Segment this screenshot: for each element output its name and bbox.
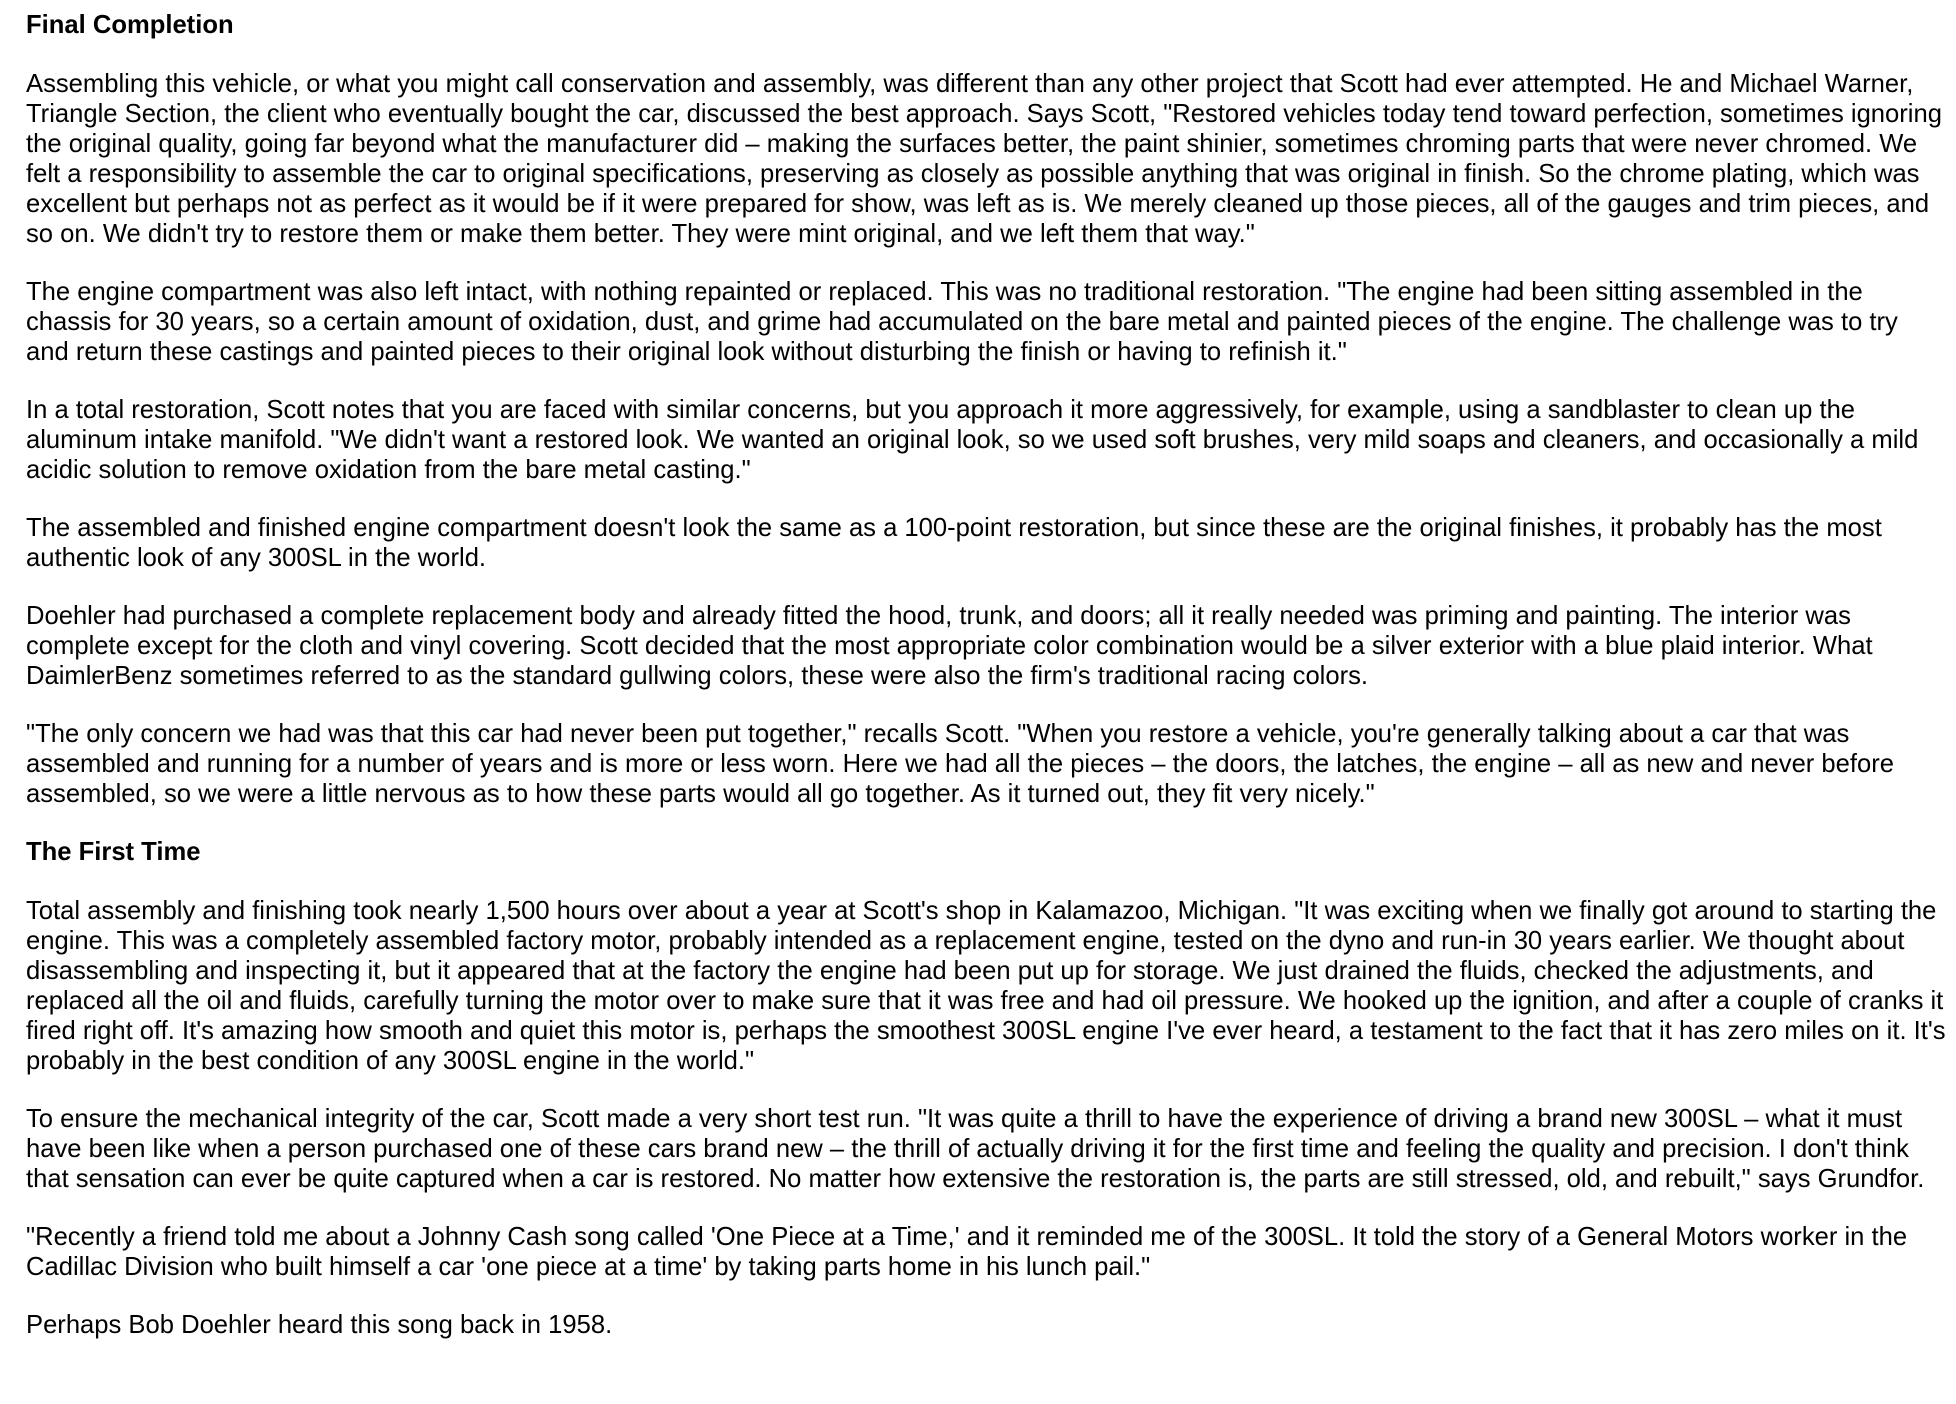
paragraph: "The only concern we had was that this car had never been put together," recalls Scott. "When you restore a vehicle, you're generally talking about a car that was assembled and running for a number of years and is more or less worn. Here we had all the pieces – the doors, the latches, the engine – all as new and never before assembled, so we were a little nervous as to how these parts would all go together. As it turned out, they fit very nicely."	[26, 720, 1895, 808]
paragraph: "Recently a friend told me about a Johnny Cash song called 'One Piece at a Time,' and it reminded me of the 300SL. It told the story of a General Motors worker in the Cadillac Division who built himself a car 'one piece at a time' by taking parts home in his lunch pail."	[26, 1223, 1908, 1281]
section-heading-the-first-time: The First Time	[26, 838, 201, 866]
paragraph: Total assembly and finishing took nearly 1,500 hours over about a year at Scott's shop in Kalamazoo, Michigan. "It was exciting when we finally got around to starting the engine. This was a completely assembled factory motor, probably intended as a replacement engine, tested on the dyno and run-in 30 years earlier. We thought about disassembling and inspecting it, but it appeared that at the factory the engine had been put up for storage. We just drained the fluids, checked the adjustments, and replaced all the oil and fluids, carefully turning the motor over to make sure that it was free and had oil pressure. We hooked up the ignition, and after a couple of cranks it fired right off. It's amazing how smooth and quiet this motor is, perhaps the smoothest 300SL engine I've ever heard, a testament to the fact that it has zero miles on it. It's probably in the best condition of any 300SL engine in the world."	[26, 897, 1946, 1075]
paragraph: In a total restoration, Scott notes that you are faced with similar concerns, but you approach it more aggressively, for example, using a sandblaster to clean up the aluminum intake manifold. "We didn't want a restored look. We wanted an original look, so we used soft brushes, very mild soaps and cleaners, and occasionally a mild acidic solution to remove oxidation from the bare metal casting."	[26, 396, 1919, 484]
paragraph: Assembling this vehicle, or what you might call conservation and assembly, was different than any other project that Scott had ever attempted. He and Michael Warner, Triangle Section, the client who eventually bought the car, discussed the best approach. Says Scott, "Restored vehicles today tend toward perfection, sometimes ignoring the original quality, going far beyond what the manufacturer did – making the surfaces better, the paint shinier, sometimes chroming parts that were never chromed. We felt a responsibility to assemble the car to original specifications, preserving as closely as possible anything that was original in finish. So the chrome plating, which was excellent but perhaps not as perfect as it would be if it were prepared for show, was left as is. We merely cleaned up those pieces, all of the gauges and trim pieces, and so on. We didn't try to restore them or make them better. They were mint original, and we left them that way."	[26, 70, 1942, 248]
section-heading-final-completion: Final Completion	[26, 11, 234, 39]
article-body	[26, 10, 1946, 1368]
paragraph: The assembled and finished engine compartment doesn't look the same as a 100-point restoration, but since these are the original finishes, it probably has the most authentic look of any 300SL in the world.	[26, 514, 1882, 572]
paragraph: Doehler had purchased a complete replacement body and already fitted the hood, trunk, and doors; all it really needed was priming and painting. The interior was complete except for the cloth and vinyl covering. Scott decided that the most appropriate color combination would be a silver exterior with a blue plaid interior. What DaimlerBenz sometimes referred to as the standard gullwing colors, these were also the firm's traditional racing colors.	[26, 602, 1873, 690]
paragraph: To ensure the mechanical integrity of the car, Scott made a very short test run. "It was quite a thrill to have the experience of driving a brand new 300SL – what it must have been like when a person purchased one of these cars brand new – the thrill of actually driving it for the first time and feeling the quality and precision. I don't think that sensation can ever be quite captured when a car is restored. No matter how extensive the restoration is, the parts are still stressed, old, and rebuilt," says Grundfor.	[26, 1105, 1925, 1193]
paragraph: Perhaps Bob Doehler heard this song back in 1958.	[26, 1311, 613, 1339]
paragraph: The engine compartment was also left intact, with nothing repainted or replaced. This was no traditional restoration. "The engine had been sitting assembled in the chassis for 30 years, so a certain amount of oxidation, dust, and grime had accumulated on the bare metal and painted pieces of the engine. The challenge was to try and return these castings and painted pieces to their original look without disturbing the finish or having to refinish it."	[26, 278, 1898, 366]
